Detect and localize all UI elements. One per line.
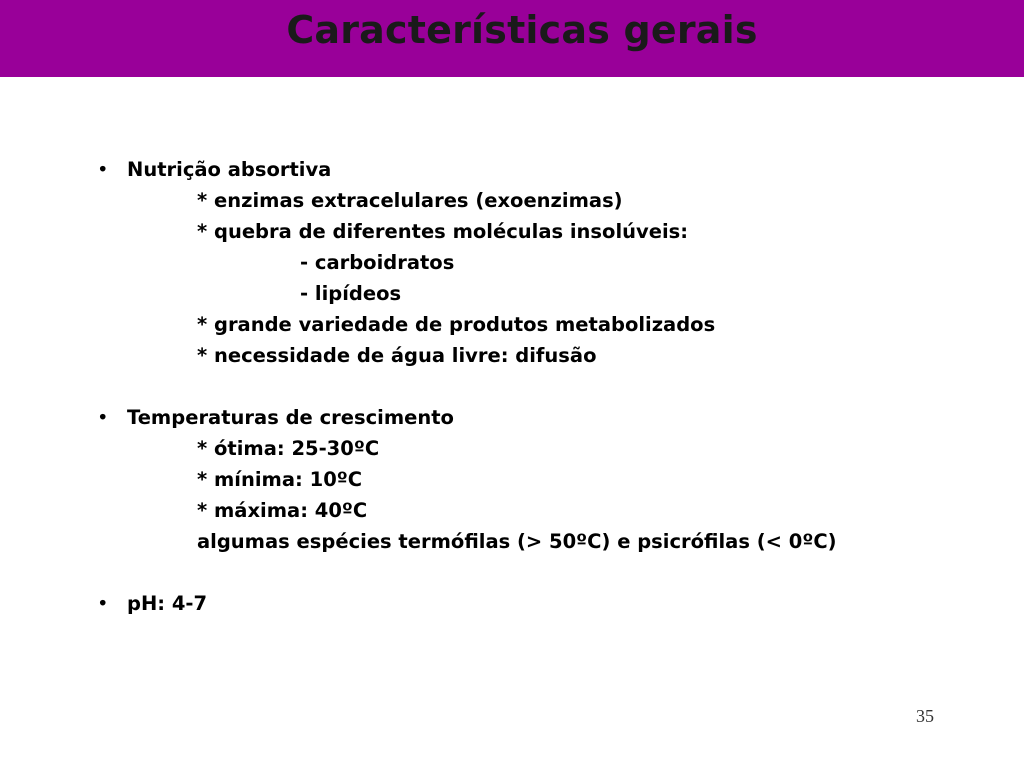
list-item: * mínima: 10ºC xyxy=(197,468,363,491)
list-item: algumas espécies termófilas (> 50ºC) e psicrófilas (< 0ºC) xyxy=(197,530,837,553)
list-subitem: - carboidratos xyxy=(300,251,455,274)
bullet-icon: • xyxy=(97,406,109,429)
slide-title: Características gerais xyxy=(286,8,758,52)
section-heading: pH: 4-7 xyxy=(127,592,208,615)
list-item: * necessidade de água livre: difusão xyxy=(197,344,597,367)
list-item: * ótima: 25-30ºC xyxy=(197,437,380,460)
section-heading: Temperaturas de crescimento xyxy=(127,406,454,429)
section-heading: Nutrição absortiva xyxy=(127,158,332,181)
bullet-icon: • xyxy=(97,158,109,181)
list-item: * enzimas extracelulares (exoenzimas) xyxy=(197,189,623,212)
list-item: * quebra de diferentes moléculas insolúveis: xyxy=(197,220,689,243)
page-number: 35 xyxy=(916,706,934,726)
list-item: * grande variedade de produtos metabolizados xyxy=(197,313,716,336)
bullet-icon: • xyxy=(97,592,109,615)
list-item: * máxima: 40ºC xyxy=(197,499,368,522)
list-subitem: - lipídeos xyxy=(300,282,402,305)
